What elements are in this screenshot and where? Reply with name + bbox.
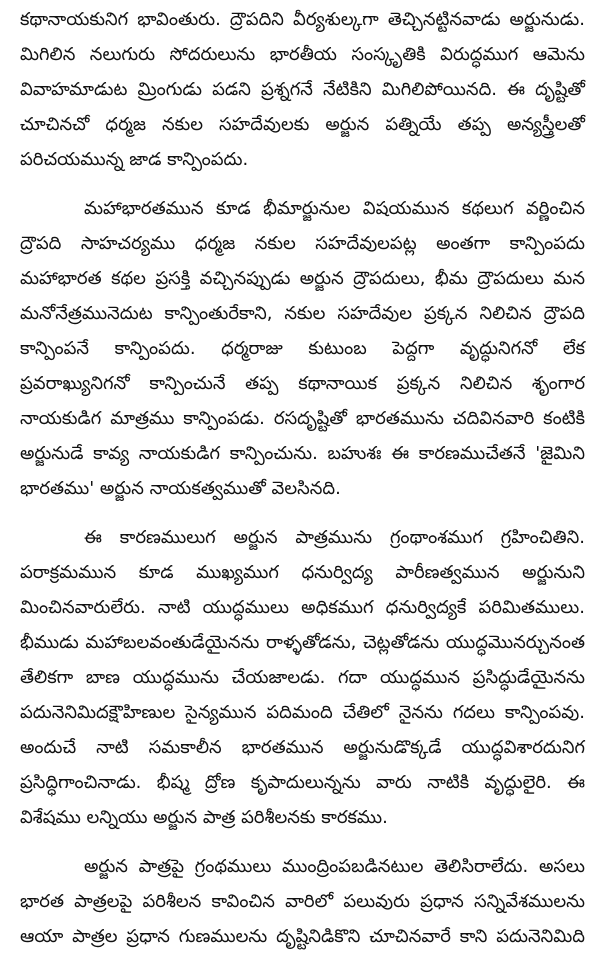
text-line: మహాభారతమున కూడ భీమార్జునుల విషయమున కథలుగ వర్ణించిన xyxy=(84,198,585,219)
document-page xyxy=(20,2,585,968)
paragraph-3 xyxy=(20,520,585,835)
text-line: మించినవారులేరు. నాటి యుద్ధములు అధికముగ ధనుర్విద్యకే పరిమితములు. xyxy=(20,597,585,618)
text-line: భారతము' అర్జున నాయకత్వముతో వెలసినది. xyxy=(20,478,341,499)
text-line: ఆయా పాత్రల ప్రధాన గుణములను దృష్టినిడికొని చూచినవారే కాని పదునెనిమిది xyxy=(20,926,585,947)
text-line: నాయకుడిగ మాత్రము కాన్పింపడు. రసదృష్టితో భారతమును చదివినవారి కంటికి xyxy=(20,408,585,429)
paragraph-4 xyxy=(20,849,585,954)
paragraph-2 xyxy=(20,191,585,506)
text-line: ఈ కారణములుగ అర్జున పాత్రమును గ్రంథాంశముగ గ్రహించితిని. xyxy=(84,527,585,548)
text-line: ప్రవరాఖ్యునిగనో కాన్పించునే తప్ప కథానాయిక ప్రక్కన నిలిచిన శృంగార xyxy=(20,373,585,394)
text-line: మహాభారత కథల ప్రసక్తి వచ్చినప్పుడు అర్జున ద్రౌపదులు, భీమ ద్రౌపదులు మన xyxy=(20,268,585,289)
text-line: అందుచే నాటి సమకాలీన భారతమున అర్జునుడొక్కడే యుద్ధవిశారదునిగ xyxy=(20,737,585,758)
text-line: అర్జునుడే కావ్య నాయకుడిగ కాన్పించును. బహుశః ఈ కారణముచేతనే 'జైమిని xyxy=(20,443,585,464)
text-line: కథానాయకునిగ భావింతురు. ద్రౌపదిని వీర్యశుల్కగా తెచ్చినట్టినవాడు అర్జునుడు. xyxy=(20,9,585,30)
text-line: ద్రౌపది సాహచర్యము ధర్మజ నకుల సహదేవులపట్ల అంతగా కాన్పింపదు xyxy=(20,233,585,254)
text-line: అర్జున పాత్రపై గ్రంథములు ముంద్రింపబడినటుల తెలిసిరాలేదు. అసలు xyxy=(84,856,585,877)
text-line: చూచినచో ధర్మజ నకుల సహదేవులకు అర్జున పత్నియే తప్ప అన్యస్త్రీలతో xyxy=(20,114,585,135)
text-line: మిగిలిన నలుగురు సోదరులును భారతీయ సంస్కృతికి విరుద్ధముగ ఆమెను xyxy=(20,44,585,65)
text-line: భీముడు మహాబలవంతుడేయైనను రాళ్ళతోడను, చెట్లతోడను యుద్ధమొనర్చునంత xyxy=(20,632,585,653)
text-line: తేలికగా బాణ యుద్ధమును చేయజాలడు. గదా యుద్ధమున ప్రసిద్ధుడేయైనను xyxy=(20,667,585,688)
text-line: పరాక్రమమున కూడ ముఖ్యముగ ధనుర్విద్య పారీణత్వమున అర్జునుని xyxy=(20,562,585,583)
text-line: కాన్పింపనే కాన్పింపదు. ధర్మరాజు కుటుంబ పెద్దగా వృద్ధునిగనో లేక xyxy=(20,338,585,359)
text-line: పదునెనిమిదక్షౌహిణుల సైన్యమున పదిమంది చేతిలో నైనను గదలు కాన్పింపవు. xyxy=(20,702,585,723)
text-line: మనోనేత్రమునెదుట కాన్పింతురేకాని, నకుల సహదేవుల ప్రక్కన నిలిచిన ద్రౌపది xyxy=(20,303,585,324)
text-line: వివాహమాడుట మ్రింగుడు పడని ప్రశ్నగనే నేటికిని మిగిలిపోయినది. ఈ దృష్టితో xyxy=(20,79,585,100)
text-line: పరిచయమున్న జాడ కాన్పింపదు. xyxy=(20,149,249,170)
text-line: ప్రసిద్ధిగాంచినాడు. భీష్మ ద్రోణ కృపాదులున్నను వారు నాటికి వృద్ధులైరి. ఈ xyxy=(20,772,585,793)
text-line: విశేషము లన్నియు అర్జున పాత్ర పరిశీలనకు కారకము. xyxy=(20,807,388,828)
text-line: భారత పాత్రలపై పరిశీలన కావించిన వారిలో పలువురు ప్రధాన సన్నివేశములను xyxy=(20,891,585,912)
paragraph-1 xyxy=(20,2,585,177)
